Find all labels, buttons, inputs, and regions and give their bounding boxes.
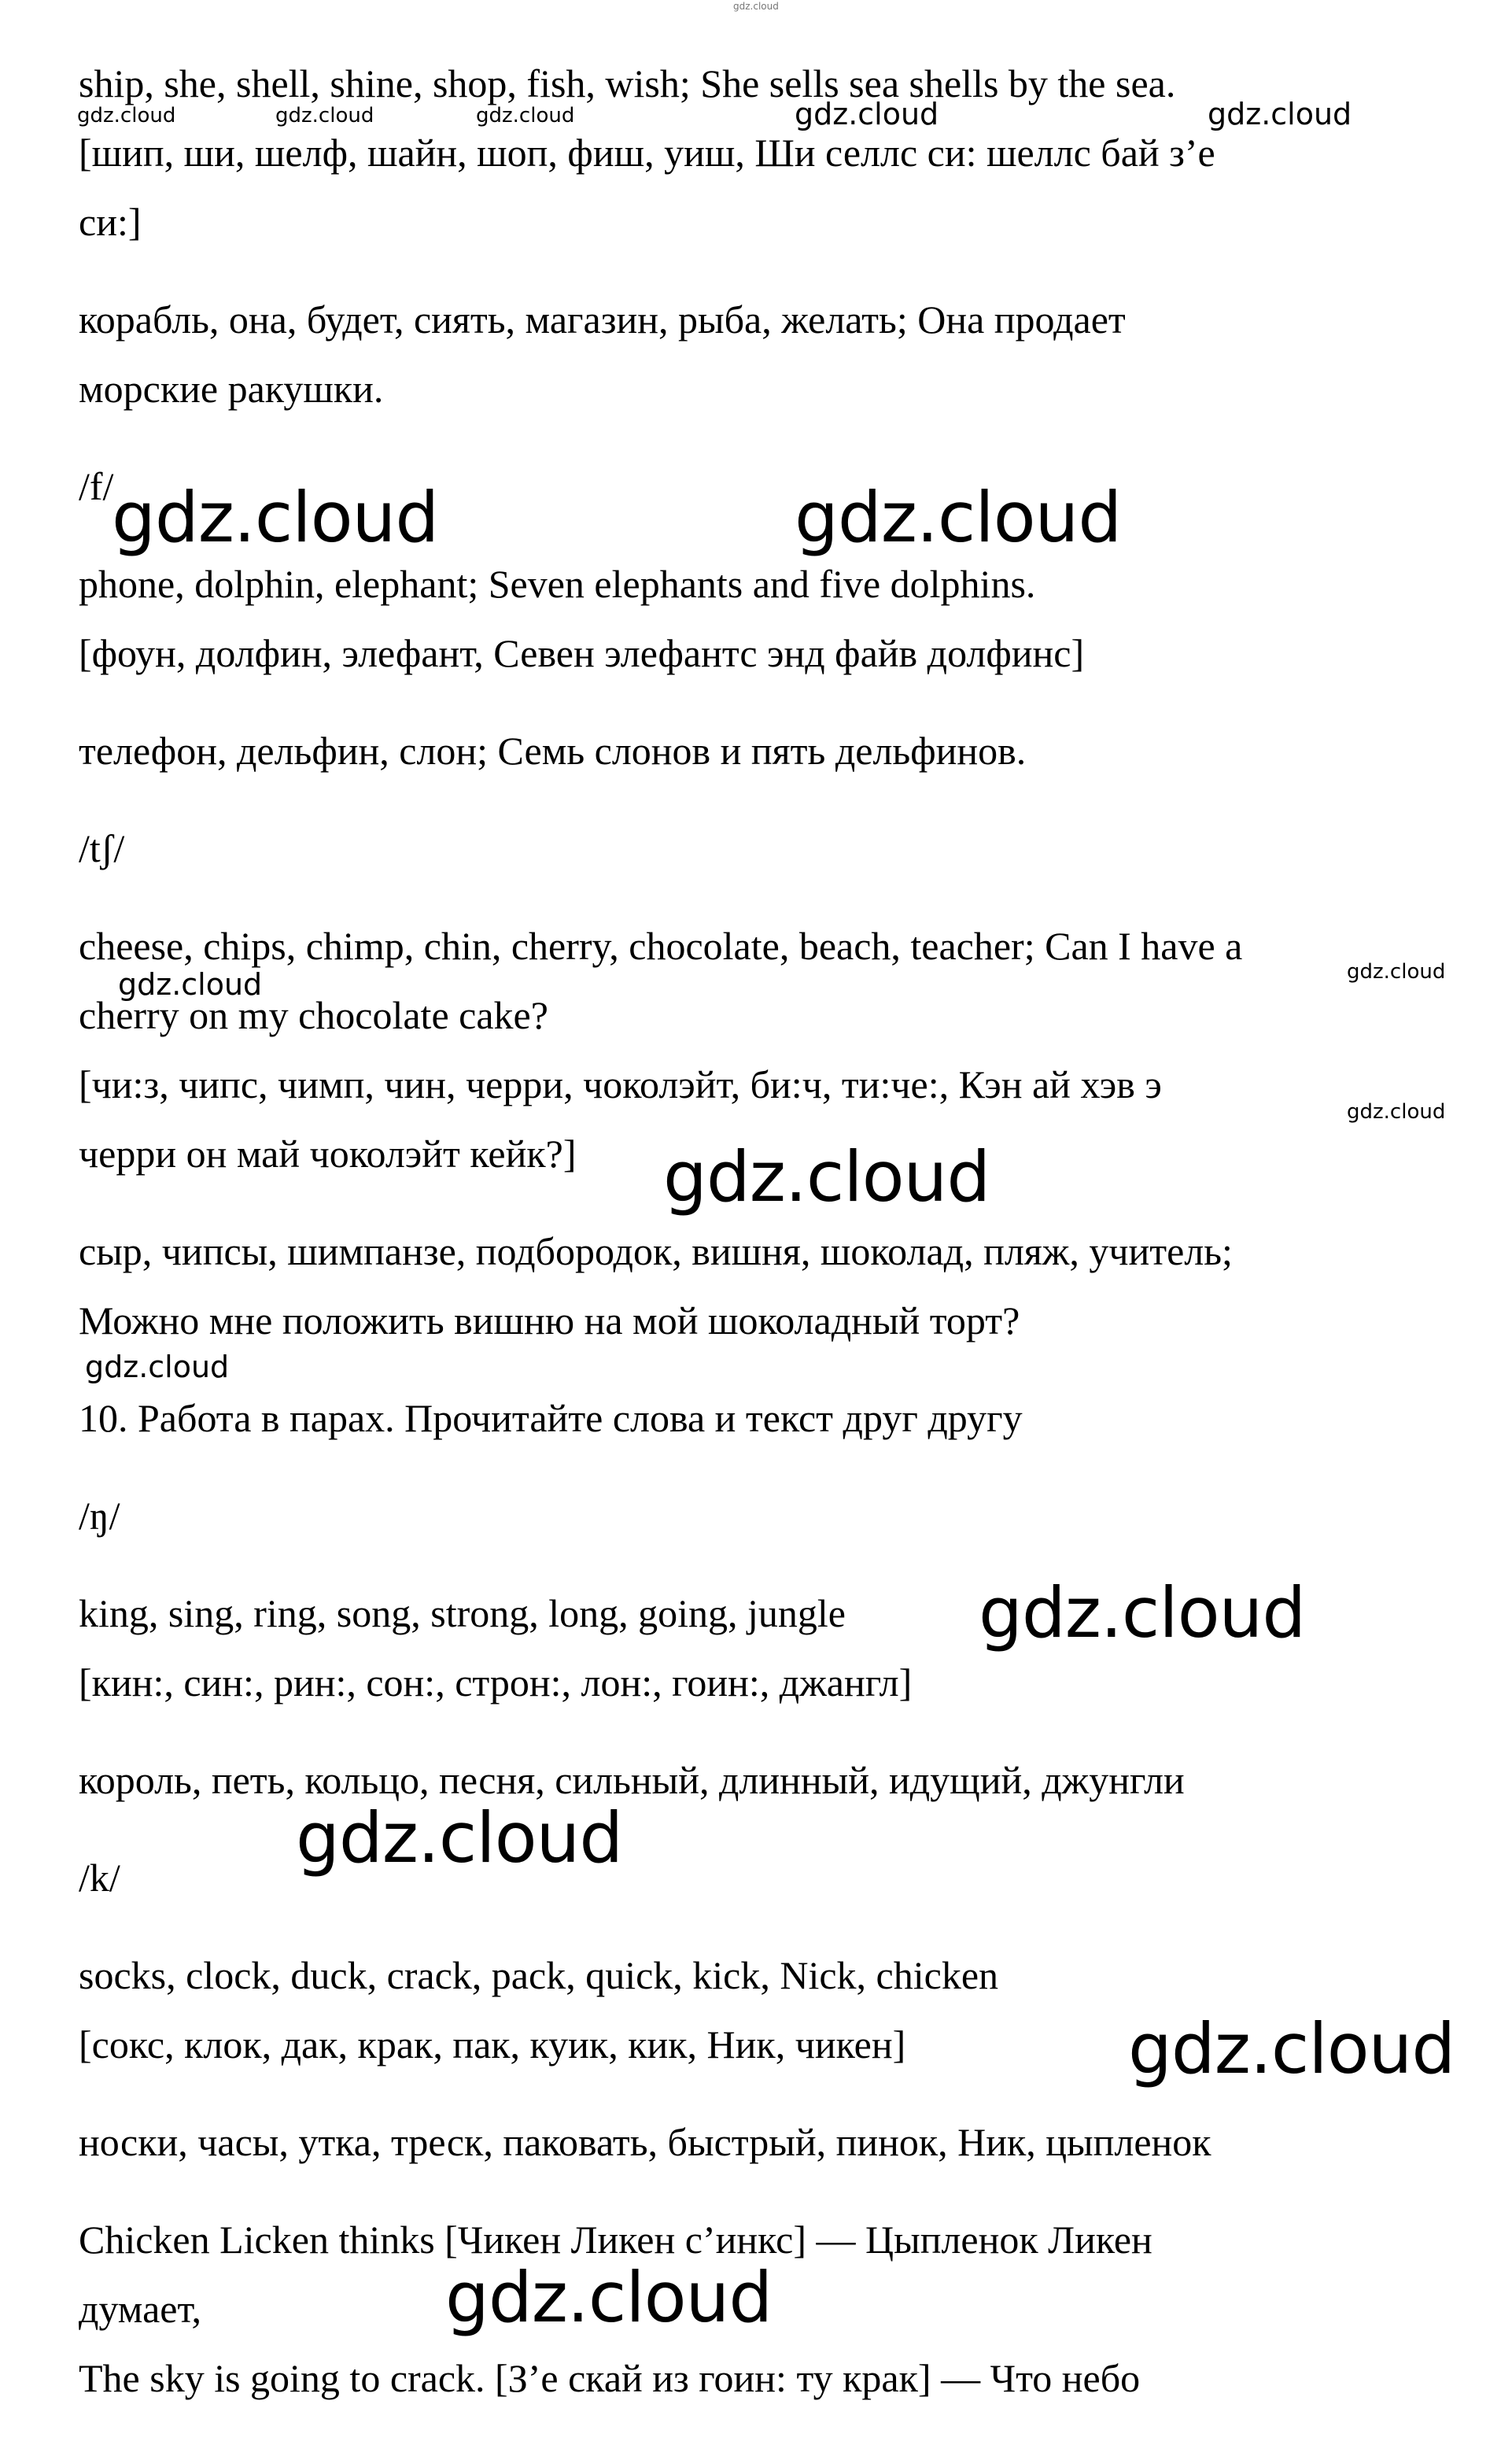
k-translation: носки, часы, утка, треск, паковать, быстрый, пинок, Ник, цыпленок [79,2120,1211,2164]
ch-words-1: cheese, chips, chimp, chin, cherry, chocolate, beach, teacher; Can I have a [79,924,1243,968]
watermark: gdz.cloud [795,97,939,131]
watermark: gdz.cloud [979,1572,1306,1653]
story-line-1-continued: думает, [79,2287,202,2331]
sh-words: ship, she, shell, shine, shop, fish, wish; She sells sea shells by the sea. [79,61,1176,105]
watermark: gdz.cloud [476,104,575,127]
watermark: gdz.cloud [445,2257,773,2338]
watermark: gdz.cloud [795,477,1122,558]
ch-words-2: cherry on my chocolate cake? [79,993,548,1037]
ng-transcription: [кин:, син:, рин:, сон:, строн:, лон:, гоин:, джангл] [79,1660,913,1704]
ch-translation-1: сыр, чипсы, шимпанзе, подбородок, вишня, шоколад, пляж, учитель; [79,1229,1233,1273]
task-10-heading: 10. Работа в парах. Прочитайте слова и текст друг другу [79,1396,1023,1440]
sh-transcription-2: си:] [79,200,142,244]
k-heading: /k/ [79,1856,120,1900]
watermark: gdz.cloud [1347,1100,1446,1124]
f-translation: телефон, дельфин, слон; Семь слонов и пять дельфинов. [79,729,1027,773]
watermark: gdz.cloud [663,1136,990,1217]
ch-heading: /tʃ/ [79,826,125,870]
ch-transcription-2: черри он май чоколэйт кейк?] [79,1132,577,1176]
sh-translation-2: морские ракушки. [79,367,384,411]
watermark: gdz.cloud [1347,960,1446,984]
watermark: gdz.cloud [85,1350,230,1384]
watermark: gdz.cloud [275,104,374,127]
ng-words: king, sing, ring, song, strong, long, going, jungle [79,1591,846,1635]
f-transcription: [фоун, долфин, элефант, Севен элефантс энд файв долфинс] [79,631,1085,675]
story-line-2: The sky is going to crack. [З’е скай из гоин: ту крак] — Что небо [79,2356,1141,2400]
ch-translation-2: Можно мне положить вишню на мой шоколадный торт? [79,1298,1020,1343]
sh-translation-1: корабль, она, будет, сиять, магазин, рыба, желать; Она продает [79,297,1126,342]
watermark: gdz.cloud [118,967,263,1002]
watermark: gdz.cloud [1208,97,1352,131]
watermark-top: gdz.cloud [733,1,779,12]
story-line-1: Chicken Licken thinks [Чикен Ликен с’инкс] — Цыпленок Ликен [79,2218,1152,2262]
watermark: gdz.cloud [77,104,176,127]
ng-heading: /ŋ/ [79,1494,120,1538]
ng-translation: король, петь, кольцо, песня, сильный, длинный, идущий, джунгли [79,1758,1185,1802]
f-heading: /f/ [79,464,114,508]
f-words: phone, dolphin, elephant; Seven elephants and five dolphins. [79,562,1036,606]
k-transcription: [сокс, клок, дак, крак, пак, куик, кик, Ник, чикен] [79,2022,906,2066]
watermark: gdz.cloud [1128,2008,1455,2089]
ch-transcription-1: [чи:з, чипс, чимп, чин, черри, чоколэйт, би:ч, ти:че:, Кэн ай хэв э [79,1062,1162,1106]
watermark: gdz.cloud [112,477,439,558]
sh-transcription-1: [шип, ши, шелф, шайн, шоп, фиш, уиш, Ши селлс си: шеллс бай з’е [79,131,1215,175]
watermark: gdz.cloud [296,1797,623,1878]
k-words: socks, clock, duck, crack, pack, quick, kick, Nick, chicken [79,1953,999,1997]
